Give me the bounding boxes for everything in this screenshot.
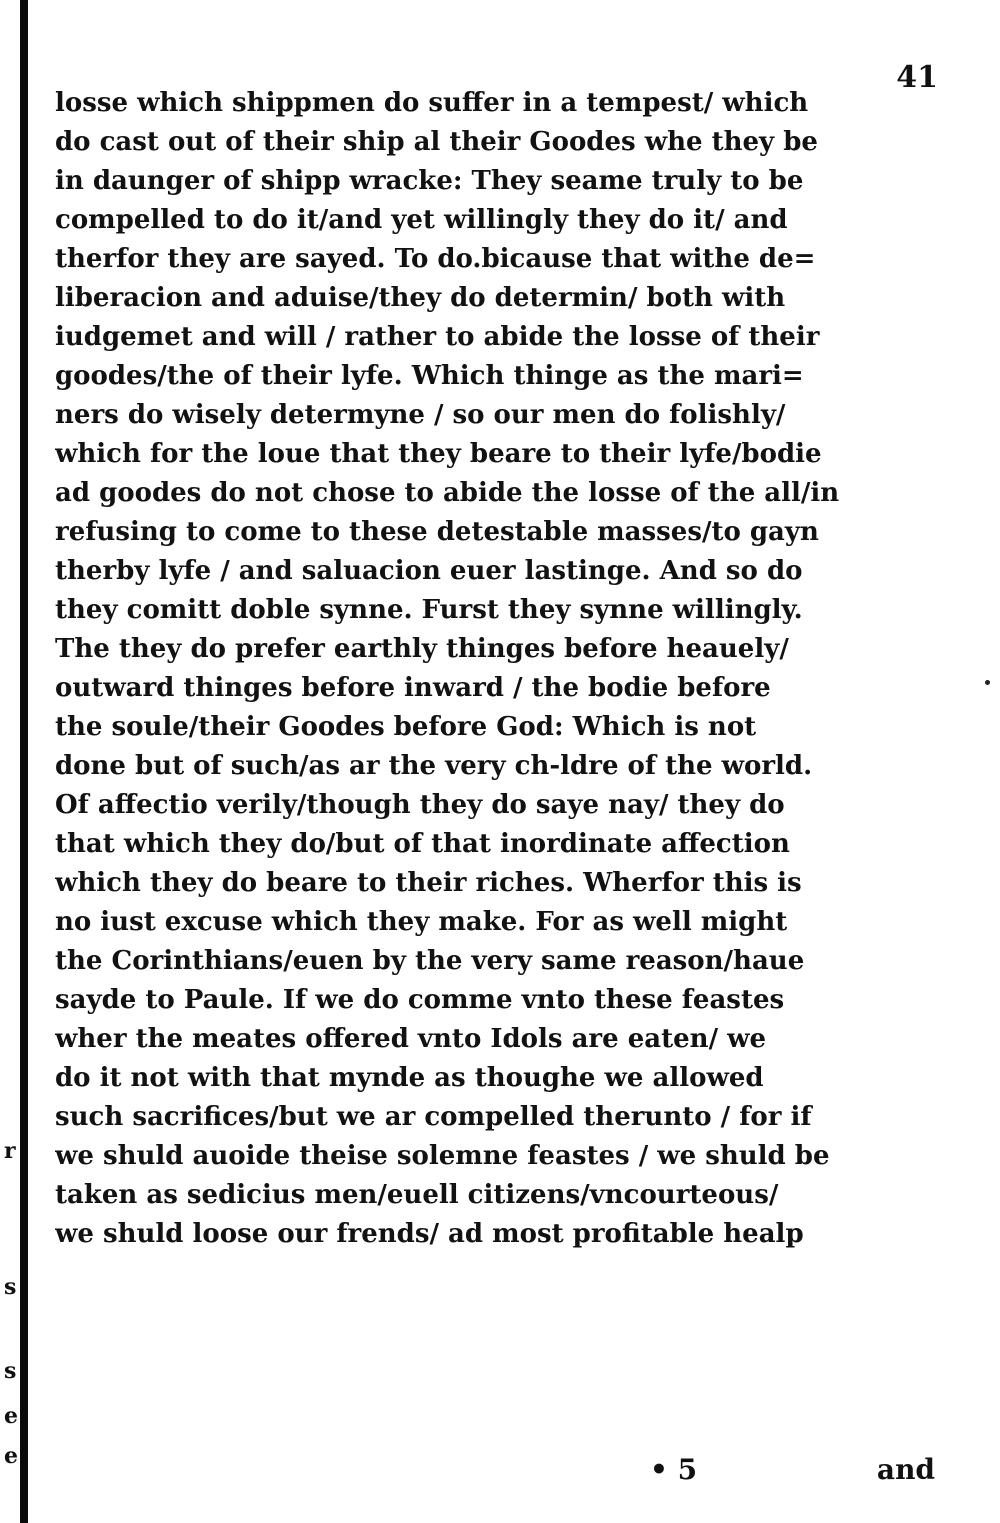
margin-mark: s xyxy=(4,1358,17,1384)
text-line: therfor they are sayed. To do.bicause that withe de= xyxy=(55,244,816,274)
text-line: ners do wisely determyne / so our men do folishly/ xyxy=(55,400,786,430)
ink-speck xyxy=(985,680,990,685)
text-line: therby lyfe / and saluacion euer lastinge. And so do xyxy=(55,556,803,586)
text-line: iudgemet and will / rather to abide the losse of their xyxy=(55,322,820,352)
text-line: done but of such/as ar the very ch-ldre of the world. xyxy=(55,751,813,781)
text-line: The they do prefer earthly thinges before heauely/ xyxy=(55,634,789,664)
text-line: do cast out of their ship al their Goodes whe they be xyxy=(55,127,818,157)
text-line: taken as sedicius men/euell citizens/vncourteous/ xyxy=(55,1180,779,1210)
margin-mark: r xyxy=(4,1138,16,1164)
signature-mark: • 5 xyxy=(650,1453,698,1486)
text-line: goodes/the of their lyfe. Which thinge as the mari= xyxy=(55,361,804,391)
margin-mark: e xyxy=(4,1443,18,1469)
margin-mark: s xyxy=(4,1274,17,1300)
left-margin xyxy=(0,0,20,1523)
text-line: do it not with that mynde as thoughe we allowed xyxy=(55,1063,764,1093)
text-line: the Corinthians/euen by the very same reason/haue xyxy=(55,946,805,976)
text-line: sayde to Paule. If we do comme vnto these feastes xyxy=(55,985,785,1015)
gutter-rule xyxy=(20,0,28,1523)
text-line: they comitt doble synne. Furst they synne willingly. xyxy=(55,595,803,625)
text-line: which for the loue that they beare to their lyfe/bodie xyxy=(55,439,822,469)
text-line: losse which shippmen do suffer in a tempest/ which xyxy=(55,88,809,118)
margin-mark: e xyxy=(4,1403,18,1429)
text-line: we shuld loose our frends/ ad most profitable healp xyxy=(55,1219,804,1249)
text-line: in daunger of shipp wracke: They seame truly to be xyxy=(55,166,804,196)
text-line: Of affectio verily/though they do saye nay/ they do xyxy=(55,790,785,820)
text-line: which they do beare to their riches. Wherfor this is xyxy=(55,868,802,898)
folio-number: 41 xyxy=(896,60,938,95)
text-line: that which they do/but of that inordinate affection xyxy=(55,829,790,859)
text-line: such sacrifices/but we ar compelled therunto / for if xyxy=(55,1102,812,1132)
page-footer xyxy=(55,1453,935,1493)
text-line: refusing to come to these detestable masses/to gayn xyxy=(55,517,819,547)
text-line: outward thinges before inward / the bodie before xyxy=(55,673,771,703)
text-line: liberacion and aduise/they do determin/ both with xyxy=(55,283,786,313)
catchword: and xyxy=(876,1453,935,1486)
text-line: wher the meates offered vnto Idols are eaten/ we xyxy=(55,1024,767,1054)
text-line: no iust excuse which they make. For as well might xyxy=(55,907,788,937)
text-line: we shuld auoide theise solemne feastes / we shuld be xyxy=(55,1141,830,1171)
text-line: ad goodes do not chose to abide the losse of the all/in xyxy=(55,478,840,508)
text-line: the soule/their Goodes before God: Which is not xyxy=(55,712,757,742)
text-line: compelled to do it/and yet willingly they do it/ and xyxy=(55,205,788,235)
text-block xyxy=(55,84,935,1254)
